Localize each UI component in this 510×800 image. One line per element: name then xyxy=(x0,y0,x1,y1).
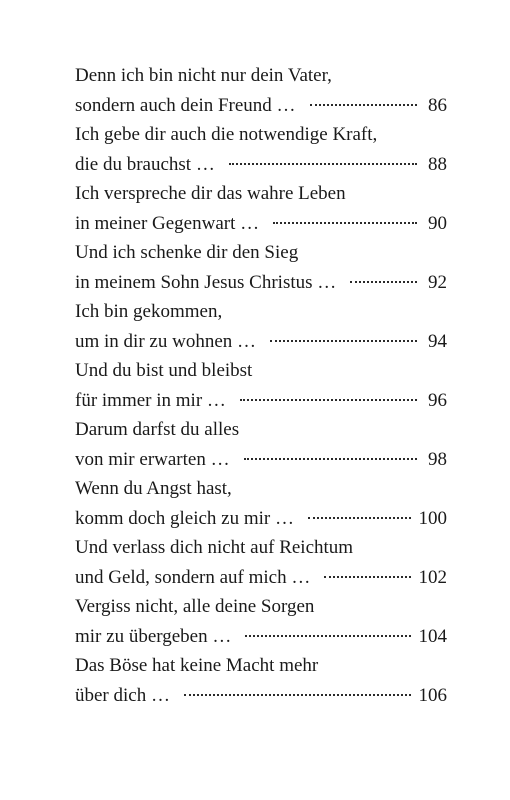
toc-entry-title-line-2: und Geld, sondern auf mich … xyxy=(75,566,311,588)
toc-entry[interactable] xyxy=(75,474,447,533)
table-of-contents xyxy=(75,61,447,710)
toc-page-number: 106 xyxy=(418,684,447,706)
toc-entry-title-line-2: komm doch gleich zu mir … xyxy=(75,507,294,529)
dot-leader xyxy=(273,222,417,224)
toc-page-number: 88 xyxy=(428,153,447,175)
toc-entry-title-line-1: Denn ich bin nicht nur dein Vater, xyxy=(75,65,332,86)
toc-page-number: 98 xyxy=(428,448,447,470)
toc-entry[interactable] xyxy=(75,238,447,297)
dot-leader xyxy=(308,517,411,519)
toc-entry[interactable] xyxy=(75,415,447,474)
toc-entry[interactable] xyxy=(75,592,447,651)
toc-entry-title-line-2-row xyxy=(75,150,447,180)
toc-entry-title-line-2-row xyxy=(75,327,447,357)
toc-entry-title-line-2: mir zu übergeben … xyxy=(75,625,232,647)
toc-entry-title-line-2: für immer in mir … xyxy=(75,389,226,411)
toc-entry-title-line-1: Und verlass dich nicht auf Reichtum xyxy=(75,537,354,558)
dot-leader xyxy=(270,340,417,342)
toc-entry-title-line-2: um in dir zu wohnen … xyxy=(75,330,257,352)
toc-entry-title-line-2-row xyxy=(75,563,447,593)
toc-entry-title-line-2-row xyxy=(75,268,447,298)
toc-entry-title-line-1: Darum darfst du alles xyxy=(75,419,240,440)
toc-entry-title-line-2-row xyxy=(75,622,447,652)
toc-page-number: 104 xyxy=(418,625,447,647)
toc-page-number: 102 xyxy=(418,566,447,588)
toc-entry[interactable] xyxy=(75,533,447,592)
toc-page-number: 100 xyxy=(418,507,447,529)
toc-entry-title-line-2: die du brauchst … xyxy=(75,153,215,175)
dot-leader xyxy=(240,399,417,401)
toc-entry[interactable] xyxy=(75,297,447,356)
toc-entry-title-line-1: Das Böse hat keine Macht mehr xyxy=(75,655,319,676)
toc-entry-title-line-2: von mir erwarten … xyxy=(75,448,230,470)
toc-entry-title-line-2: über dich … xyxy=(75,684,170,706)
dot-leader xyxy=(350,281,417,283)
toc-entry-title-line-2-row xyxy=(75,386,447,416)
toc-entry-title-line-1: Ich verspreche dir das wahre Leben xyxy=(75,183,346,204)
dot-leader xyxy=(324,576,410,578)
toc-entry-title-line-1: Und du bist und bleibst xyxy=(75,360,253,381)
toc-page-number: 92 xyxy=(428,271,447,293)
toc-entry[interactable] xyxy=(75,356,447,415)
toc-entry-title-line-1: Und ich schenke dir den Sieg xyxy=(75,242,299,263)
toc-entry-title-line-1: Wenn du Angst hast, xyxy=(75,478,232,499)
toc-entry-title-line-1: Ich bin gekommen, xyxy=(75,301,223,322)
toc-entry[interactable] xyxy=(75,120,447,179)
dot-leader xyxy=(244,458,417,460)
toc-entry-title-line-2: sondern auch dein Freund … xyxy=(75,94,296,116)
toc-entry-title-line-2: in meinem Sohn Jesus Christus … xyxy=(75,271,337,293)
dot-leader xyxy=(245,635,410,637)
toc-page-number: 96 xyxy=(428,389,447,411)
dot-leader xyxy=(229,163,417,165)
toc-entry-title-line-1: Vergiss nicht, alle deine Sorgen xyxy=(75,596,315,617)
toc-entry-title-line-2-row xyxy=(75,209,447,239)
toc-entry-title-line-2-row xyxy=(75,91,447,121)
toc-entry-title-line-2-row xyxy=(75,504,447,534)
toc-entry-title-line-2-row xyxy=(75,681,447,711)
toc-page-number: 90 xyxy=(428,212,447,234)
toc-page-number: 86 xyxy=(428,94,447,116)
toc-entry-title-line-2: in meiner Gegenwart … xyxy=(75,212,260,234)
toc-entry[interactable] xyxy=(75,61,447,120)
dot-leader xyxy=(184,694,411,696)
toc-entry-title-line-1: Ich gebe dir auch die notwendige Kraft, xyxy=(75,124,378,145)
toc-entry-title-line-2-row xyxy=(75,445,447,475)
toc-page-number: 94 xyxy=(428,330,447,352)
toc-entry[interactable] xyxy=(75,651,447,710)
dot-leader xyxy=(310,104,417,106)
toc-entry[interactable] xyxy=(75,179,447,238)
